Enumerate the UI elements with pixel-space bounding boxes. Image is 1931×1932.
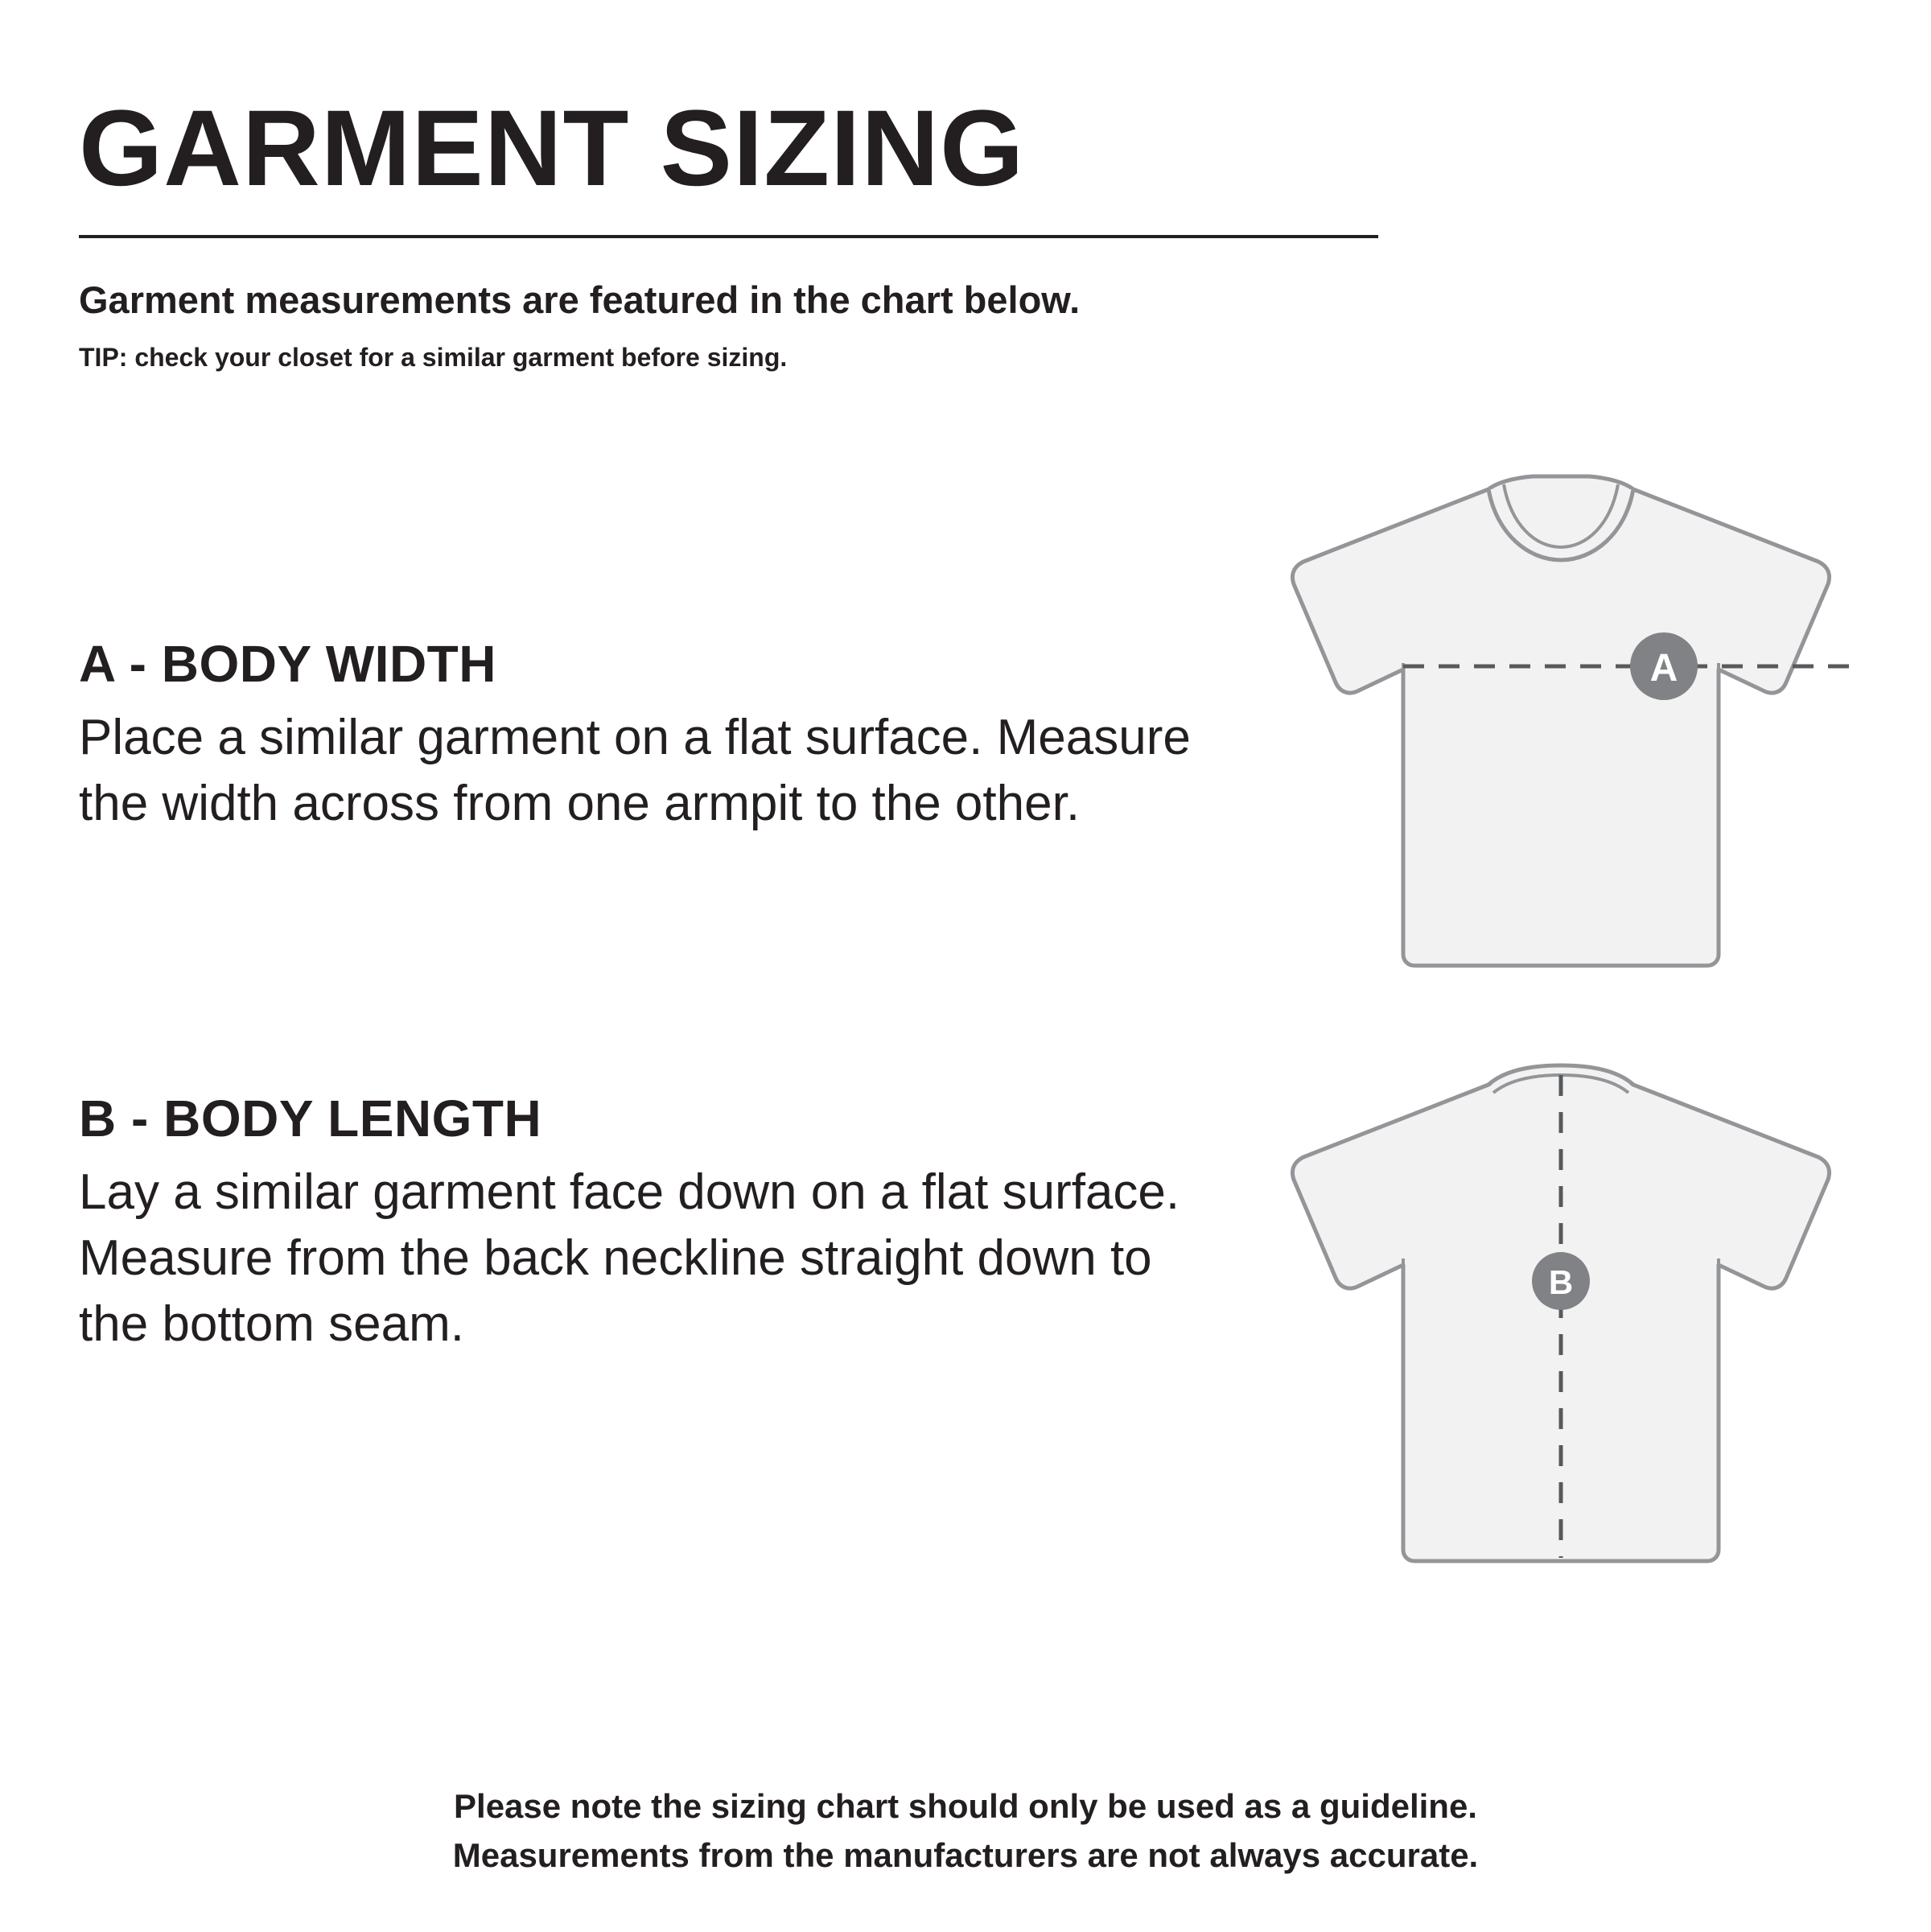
measurement-heading-a: A - BODY WIDTH [79,635,496,693]
measurement-block-body-width [79,636,1221,837]
measurement-block-body-length [79,1090,1221,1357]
measurement-marker-b-icon [1532,1252,1590,1310]
measurement-description-b: Lay a similar garment face down on a flat surface. Measure from the back neckline straight down to the bottom seam. [79,1164,1180,1353]
measurement-marker-a-icon [1630,632,1698,700]
marker-b-label: B [1548,1263,1574,1301]
title-divider [79,235,1378,238]
intro-text: Garment measurements are featured in the chart below. [79,278,1081,321]
tip-text: TIP: check your closet for a similar garment before sizing. [79,343,788,373]
footer-line-1: Please note the sizing chart should only be used as a guideline. [454,1787,1477,1825]
footer-line-2: Measurements from the manufacturers are not always accurate. [452,1835,1479,1874]
tshirt-front-diagram [1255,467,1867,1018]
measurement-heading-b: B - BODY LENGTH [79,1090,542,1147]
footer-disclaimer [0,1782,1931,1881]
tshirt-back-diagram [1255,1062,1867,1613]
measurement-description-a: Place a similar garment on a flat surface. Measure the width across from one armpit to the other. [79,710,1191,832]
page-title: GARMENT SIZING [79,89,1025,208]
header [79,89,1398,375]
marker-a-label: A [1649,647,1678,690]
